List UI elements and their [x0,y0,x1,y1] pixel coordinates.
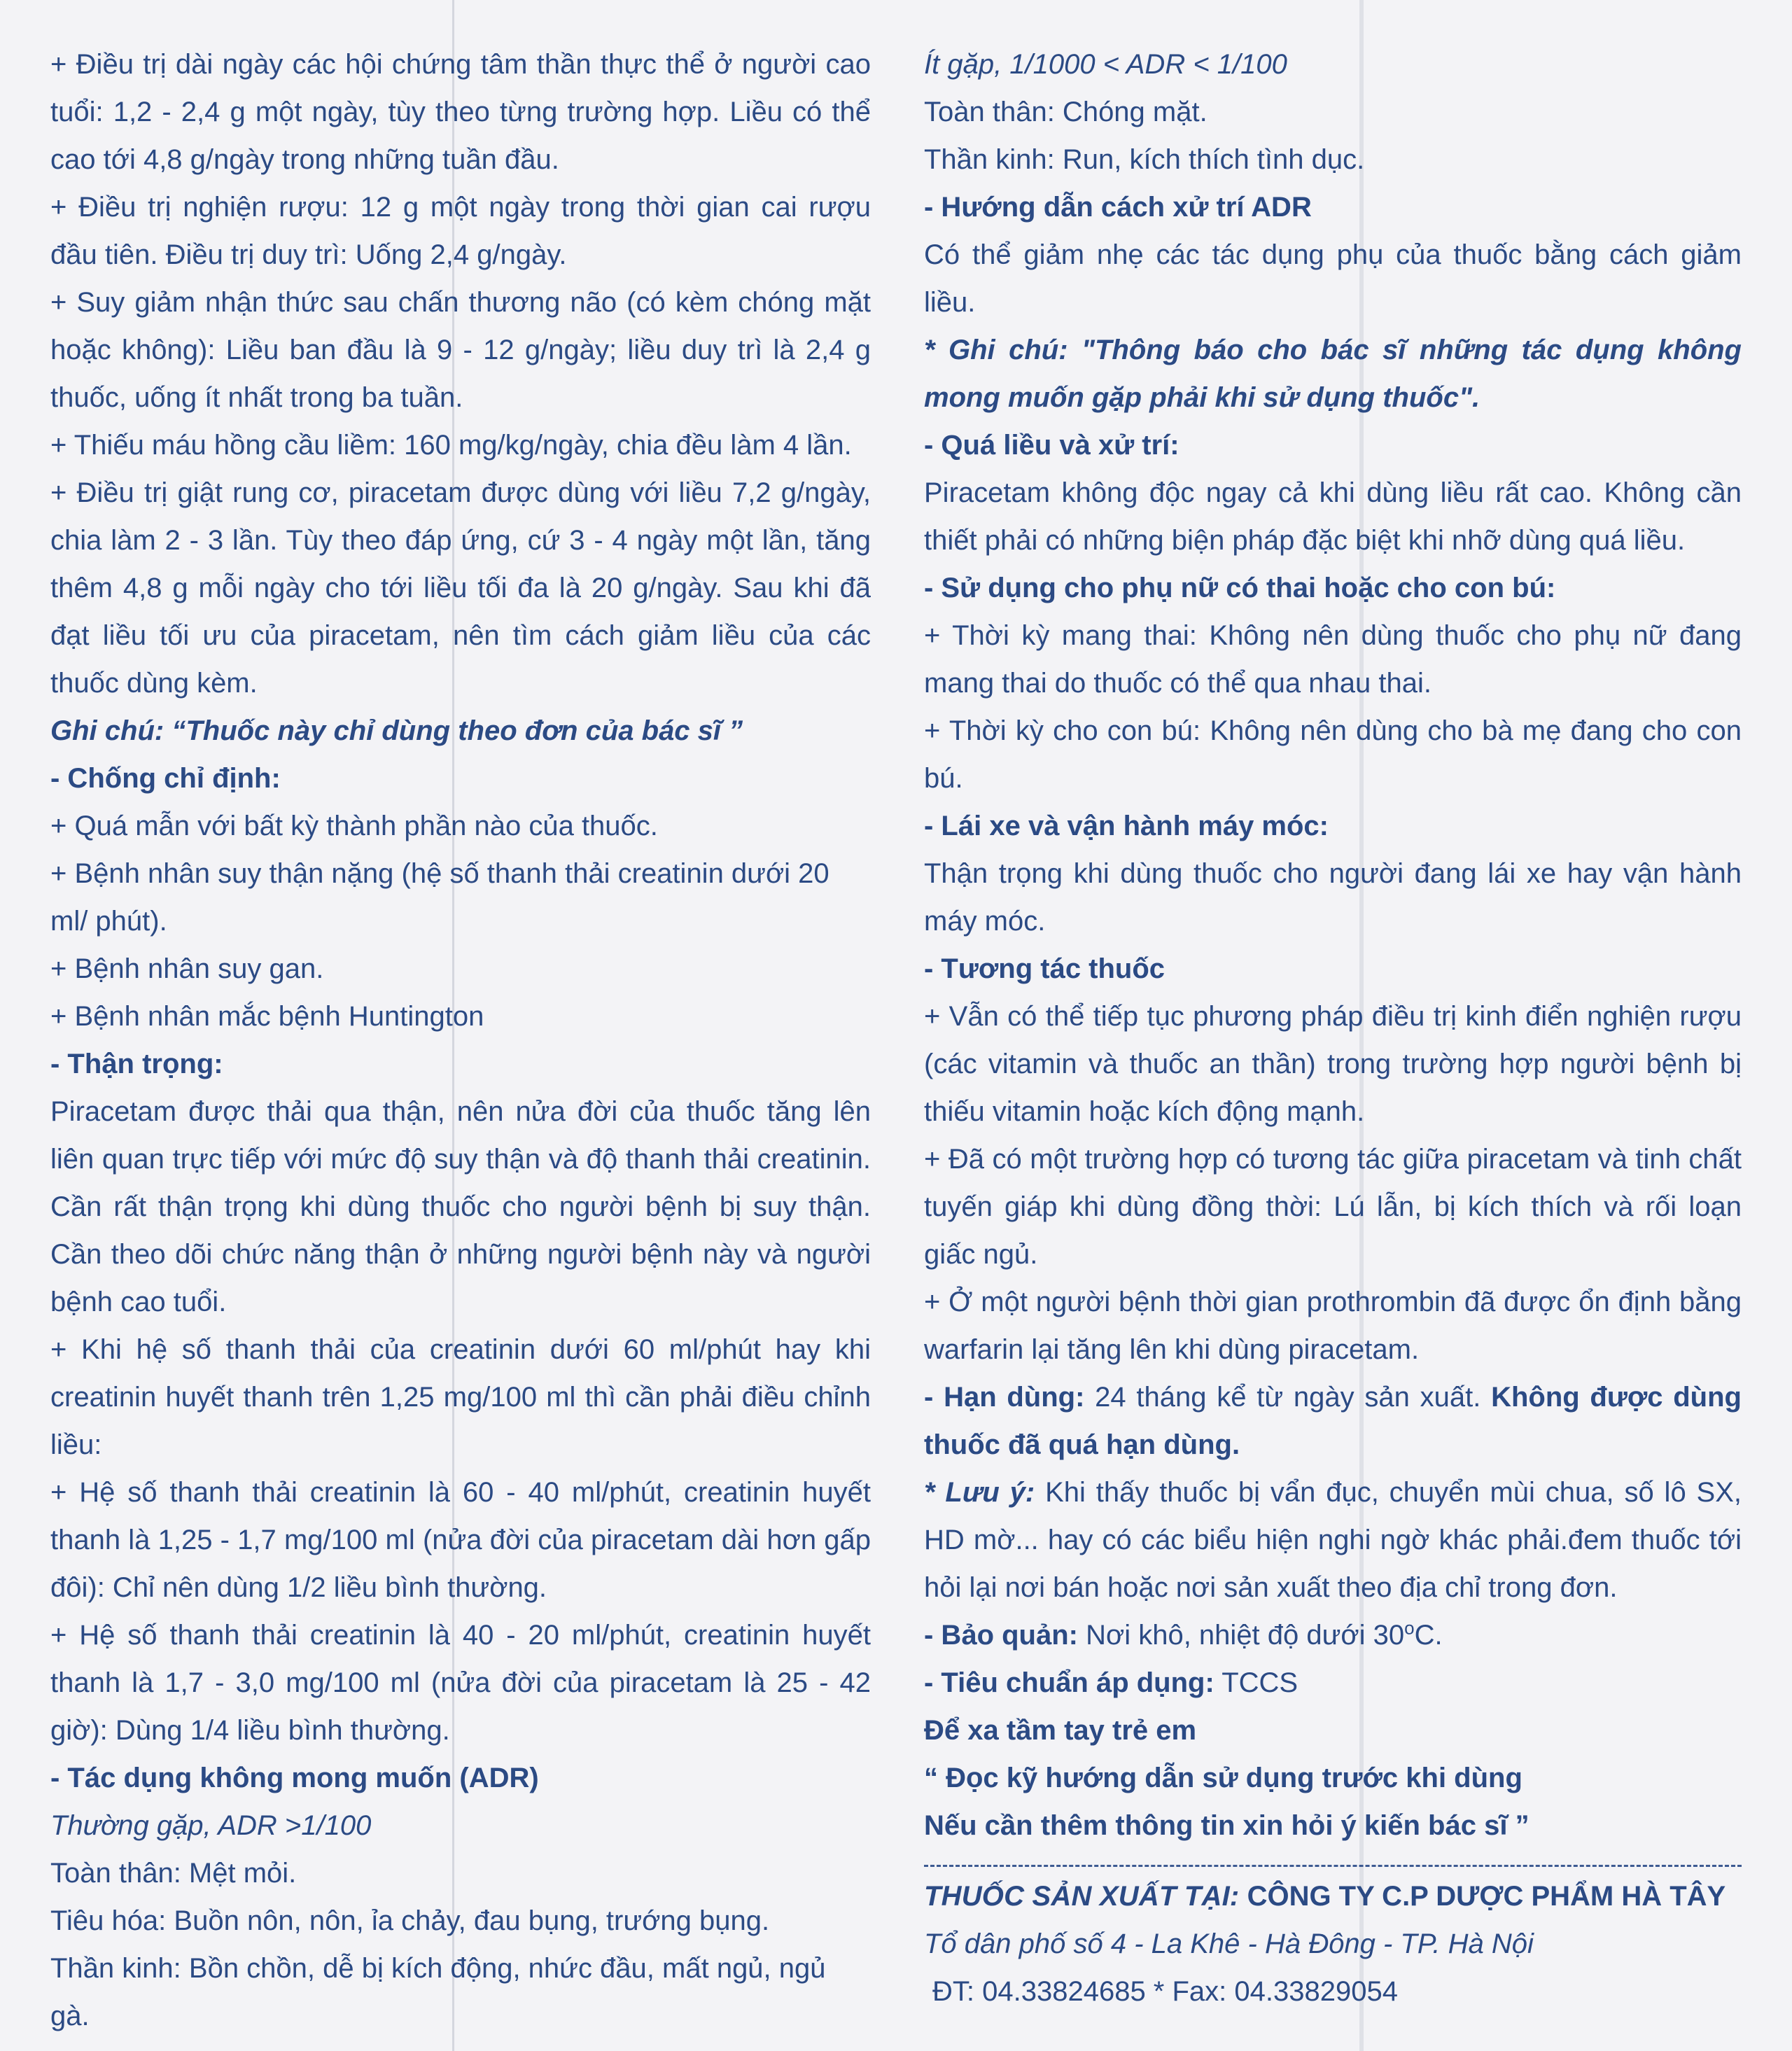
dosage-alcoholism: + Điều trị nghiện rượu: 12 g một ngày trong thời gian cai rượu đầu tiên. Điều trị duy trì: Uống 2,4 g/ngày. [50,192,871,270]
adr-item: Thần kinh: Bồn chồn, dễ bị kích động, nhức đầu, mất ngủ, ngủ gà. [50,1953,826,2031]
adr-guide-text: Có thể giảm nhẹ các tác dụng phụ của thuốc bằng cách giảm liều. [924,239,1742,318]
dosage-brain-injury: + Suy giảm nhận thức sau chấn thương não (có kèm chóng mặt hoặc không): Liều ban đầu là 9 - 12 g/ngày; liều duy trì là 2,4 g thuốc, uống ít nhất trong ba tuần. [50,287,871,413]
precaution-text: Piracetam được thải qua thận, nên nửa đời của thuốc tăng lên liên quan trực tiếp với mức độ suy thận và độ thanh thải creatinin. Cần rất thận trọng khi dùng thuốc cho người bệnh bị suy thận. Cần theo dõi chức năng thận ở những người bệnh này và người bệnh cao tuổi. [50,1096,871,1317]
pregnancy-text: + Thời kỳ mang thai: Không nên dùng thuốc cho phụ nữ đang mang thai do thuốc có thể qua nhau thai. [924,620,1742,699]
ask-doctor: Nếu cần thêm thông tin xin hỏi ý kiến bác sĩ ” [924,1810,1530,1841]
standard-label: - Tiêu chuẩn áp dụng: [924,1667,1214,1698]
storage-unit: C. [1414,1620,1443,1651]
adr-note: * Ghi chú: "Thông báo cho bác sĩ những tác dụng không mong muốn gặp phải khi sử dụng thuốc". [924,335,1742,413]
contraindication-item: + Bệnh nhân suy thận nặng (hệ số thanh thải creatinin dưới 20 ml/ phút). [50,858,830,937]
interaction-item: + Vẫn có thể tiếp tục phương pháp điều trị kinh điển nghiện rượu (các vitamin và thuốc an thần) trong trường hợp người bệnh bị thiếu vitamin hoặc kích động mạnh. [924,1001,1742,1127]
adr-rare-frequency: Ít gặp, 1/1000 < ADR < 1/100 [924,49,1287,80]
standard-paragraph [924,1659,1742,1707]
adr-item: Toàn thân: Mệt mỏi. [50,1858,297,1889]
adr-guide-heading: - Hướng dẫn cách xử trí ADR [924,192,1312,223]
interaction-item: + Ở một người bệnh thời gian prothrombin đã được ổn định bằng warfarin lại tăng lên khi dùng piracetam. [924,1287,1742,1365]
precautions-heading: - Thận trọng: [50,1049,223,1079]
prescription-note: Ghi chú: “Thuốc này chỉ dùng theo đơn của bác sĩ ” [50,715,743,746]
interactions-heading: - Tương tác thuốc [924,953,1166,984]
standard-text: TCCS [1214,1667,1298,1698]
left-column [50,41,871,2040]
caution-note-label: * Lưu ý: [924,1477,1035,1508]
driving-heading: - Lái xe và vận hành máy móc: [924,811,1329,841]
contraindications-heading: - Chống chỉ định: [50,763,281,794]
expiry-label: - Hạn dùng: [924,1382,1085,1413]
adr-common-frequency: Thường gặp, ADR >1/100 [50,1810,372,1841]
contraindication-item: + Quá mẫn với bất kỳ thành phần nào của thuốc. [50,811,658,841]
overdose-text: Piracetam không độc ngay cả khi dùng liều rất cao. Không cần thiết phải có những biện pháp đặc biệt khi nhỡ dùng quá liều. [924,477,1742,556]
caution-note-text: Khi thấy thuốc bị vẩn đục, chuyển mùi chua, số lô SX, HD mờ... hay có các biểu hiện nghi ngờ khác phải.đem thuốc tới hỏi lại nơi bán hoặc nơi sản xuất theo địa chỉ trong đơn. [924,1477,1742,1603]
dosage-sickle-cell: + Thiếu máu hồng cầu liềm: 160 mg/kg/ngày, chia đều làm 4 lần. [50,430,852,461]
manufacturer-address: Tổ dân phố số 4 - La Khê - Hà Đông - TP. Hà Nội [924,1928,1534,1959]
storage-text: Nơi khô, nhiệt độ dưới 30 [1077,1620,1405,1651]
right-column [924,41,1742,2015]
contraindication-item: + Bệnh nhân mắc bệnh Huntington [50,1001,484,1032]
dosage-elderly: + Điều trị dài ngày các hội chứng tâm thần thực thể ở người cao tuổi: 1,2 - 2,4 g một ngày, tùy theo từng trường hợp. Liều có thể cao tới 4,8 g/ngày trong những tuần đầu. [50,49,871,175]
storage-paragraph [924,1611,1742,1659]
manufacturer-contact: ĐT: 04.33824685 * Fax: 04.33829054 [932,1976,1398,2007]
dashed-divider [924,1865,1742,1867]
keep-away-children: Để xa tầm tay trẻ em [924,1715,1197,1746]
expiry-paragraph [924,1373,1742,1469]
pregnancy-heading: - Sử dụng cho phụ nữ có thai hoặc cho con bú: [924,573,1556,603]
manufacturer-line [924,1872,1742,1920]
caution-note-paragraph [924,1469,1742,1611]
storage-label: - Bảo quản: [924,1620,1078,1651]
expiry-text: 24 tháng kể từ ngày sản xuất. [1084,1382,1492,1413]
adr-item: Toàn thân: Chóng mặt. [924,97,1208,127]
precaution-text: + Khi hệ số thanh thải của creatinin dưới 60 ml/phút hay khi creatinin huyết thanh trên 1,25 mg/100 ml thì cần phải điều chỉnh liều: [50,1334,871,1460]
breastfeeding-text: + Thời kỳ cho con bú: Không nên dùng cho bà mẹ đang cho con bú. [924,715,1742,794]
adr-heading: - Tác dụng không mong muốn (ADR) [50,1763,539,1793]
manufacturer-label: THUỐC SẢN XUẤT TẠI: [924,1881,1240,1912]
overdose-heading: - Quá liều và xử trí: [924,430,1180,461]
adr-item: Thần kinh: Run, kích thích tình dục. [924,144,1365,175]
interaction-item: + Đã có một trường hợp có tương tác giữa piracetam và tinh chất tuyến giáp khi dùng đồng thời: Lú lẫn, bị kích thích và rối loạn giấc ngủ. [924,1144,1742,1270]
precaution-text: + Hệ số thanh thải creatinin là 40 - 20 ml/phút, creatinin huyết thanh là 1,7 - 3,0 mg/100 ml (nửa đời của piracetam là 25 - 42 giờ): Dùng 1/4 liều bình thường. [50,1620,871,1746]
dosage-myoclonus: + Điều trị giật rung cơ, piracetam được dùng với liều 7,2 g/ngày, chia làm 2 - 3 lần. Tùy theo đáp ứng, cứ 3 - 4 ngày một lần, tăng thêm 4,8 g mỗi ngày cho tới liều tối đa là 20 g/ngày. Sau khi đã đạt liều tối ưu của piracetam, nên tìm cách giảm liều của các thuốc dùng kèm. [50,477,871,699]
manufacturer-name: CÔNG TY C.P DƯỢC PHẨM HÀ TÂY [1239,1881,1726,1912]
expiry-warning: Không được dùng thuốc đã quá hạn dùng. [924,1382,1742,1460]
driving-text: Thận trọng khi dùng thuốc cho người đang lái xe hay vận hành máy móc. [924,858,1742,937]
precaution-text: + Hệ số thanh thải creatinin là 60 - 40 ml/phút, creatinin huyết thanh là 1,25 - 1,7 mg/100 ml (nửa đời của piracetam dài hơn gấp đôi): Chỉ nên dùng 1/2 liều bình thường. [50,1477,871,1603]
degree-sign: o [1404,1617,1415,1639]
adr-item: Tiêu hóa: Buồn nôn, nôn, ỉa chảy, đau bụng, trướng bụng. [50,1905,770,1936]
contraindication-item: + Bệnh nhân suy gan. [50,953,324,984]
read-instructions: “ Đọc kỹ hướng dẫn sử dụng trước khi dùng [924,1763,1522,1793]
